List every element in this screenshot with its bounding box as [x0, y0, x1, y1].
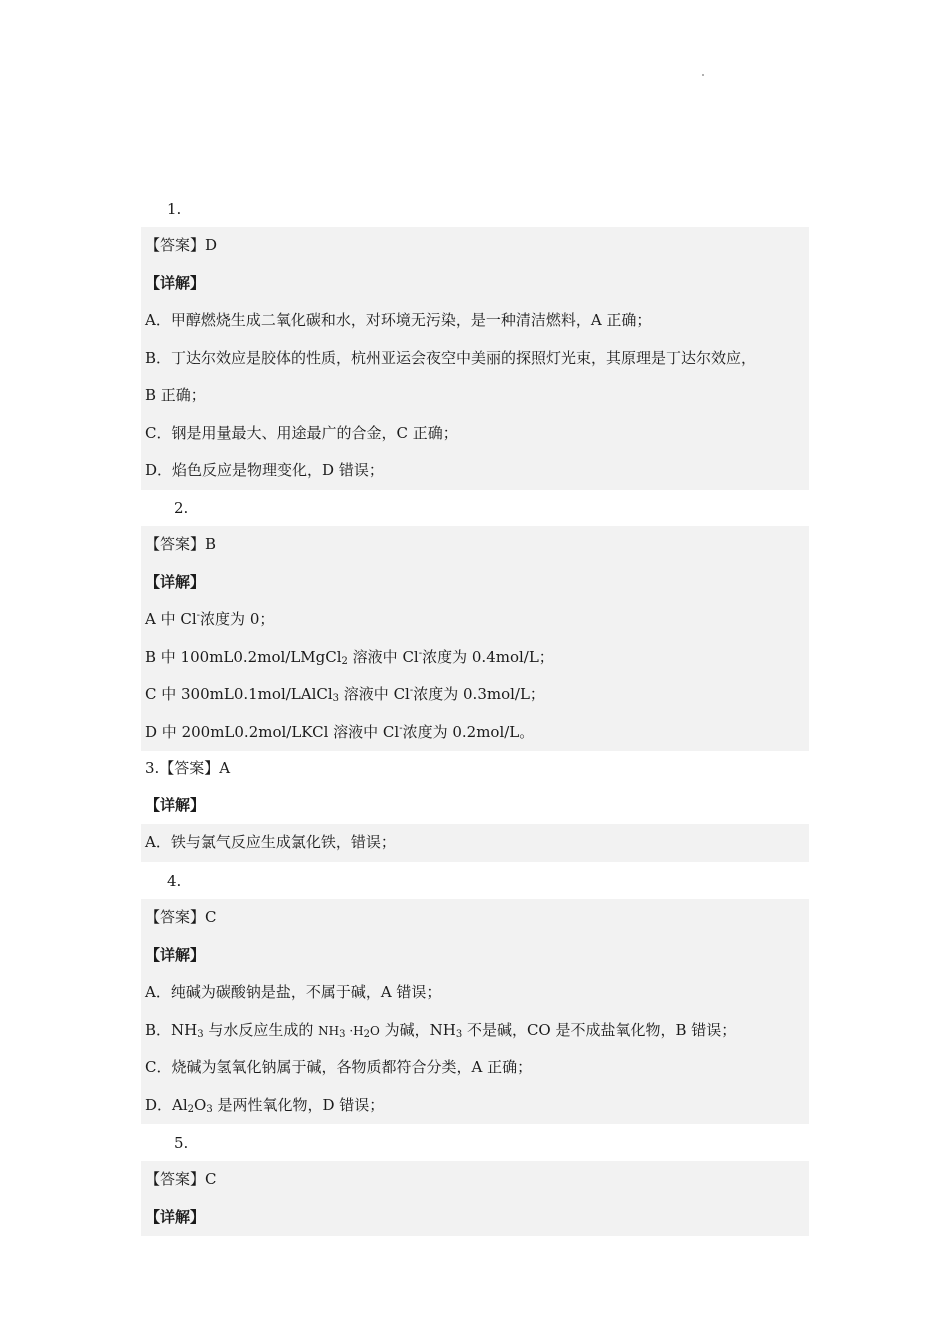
question-number: 5. — [174, 1134, 189, 1152]
explanation-b-continued: B 正确； — [145, 386, 206, 404]
detail-heading: 【详解】 — [145, 1207, 206, 1226]
explanation-b: B．$NH_3$ 与水反应生成的 $NH_3 \cdot H_2O$ 为碱，$NH_3$ 不是碱，CO 是不成盐氧化物，B 错误； — [145, 1020, 737, 1040]
explanation-c: C 中 300mL0.1mol/LAlCl$_3$ 溶液中 Cl-浓度为 0.3mol/L； — [145, 685, 545, 704]
answer-block-3 — [141, 824, 809, 862]
question-number: 4. — [167, 872, 182, 890]
explanation-b: B．丁达尔效应是胶体的性质，杭州亚运会夜空中美丽的探照灯光束，其原理是丁达尔效应， — [145, 348, 757, 367]
detail-heading: 【详解】 — [145, 273, 206, 292]
explanation-c: C．钢是用量最大、用途最广的合金，C 正确； — [145, 423, 458, 442]
detail-heading: 【详解】 — [145, 796, 206, 814]
page-dot — [702, 74, 704, 76]
question-number: 2. — [174, 499, 189, 517]
detail-heading: 【详解】 — [145, 945, 206, 964]
explanation-a: A．纯碱为碳酸钠是盐，不属于碱，A 错误； — [145, 983, 442, 1001]
answer-line: 【答案】B — [145, 535, 217, 553]
explanation-d: D 中 200mL0.2mol/LKCl 溶液中 Cl-浓度为 0.2mol/L。 — [145, 722, 535, 741]
answer-line: 【答案】C — [145, 1170, 217, 1188]
answer-block-1 — [141, 227, 809, 490]
answer-block-4 — [141, 899, 809, 1124]
answer-line: 3.【答案】A — [145, 759, 231, 777]
detail-heading: 【详解】 — [145, 572, 206, 591]
explanation-a: A 中 Cl-浓度为 0； — [145, 610, 275, 628]
explanation-c: C．烧碱为氢氧化钠属于碱，各物质都符合分类，A 正确； — [145, 1058, 533, 1076]
explanation-d: D．$Al_2O_3$ 是两性氧化物，D 错误； — [145, 1095, 385, 1115]
explanation-d: D．焰色反应是物理变化，D 错误； — [145, 461, 384, 479]
explanation-a: A．甲醇燃烧生成二氧化碳和水，对环境无污染，是一种清洁燃料，A 正确； — [145, 311, 652, 329]
question-number: 1. — [167, 200, 182, 218]
answer-block-5 — [141, 1161, 809, 1236]
explanation-a: A．铁与氯气反应生成氯化铁，错误； — [145, 833, 396, 851]
explanation-b: B 中 100mL0.2mol/LMgCl$_2$ 溶液中 Cl-浓度为 0.4mol/L； — [145, 647, 554, 667]
answer-line: 【答案】C — [145, 908, 217, 926]
answer-line: 【答案】D — [145, 236, 218, 254]
answer-block-2 — [141, 526, 809, 751]
